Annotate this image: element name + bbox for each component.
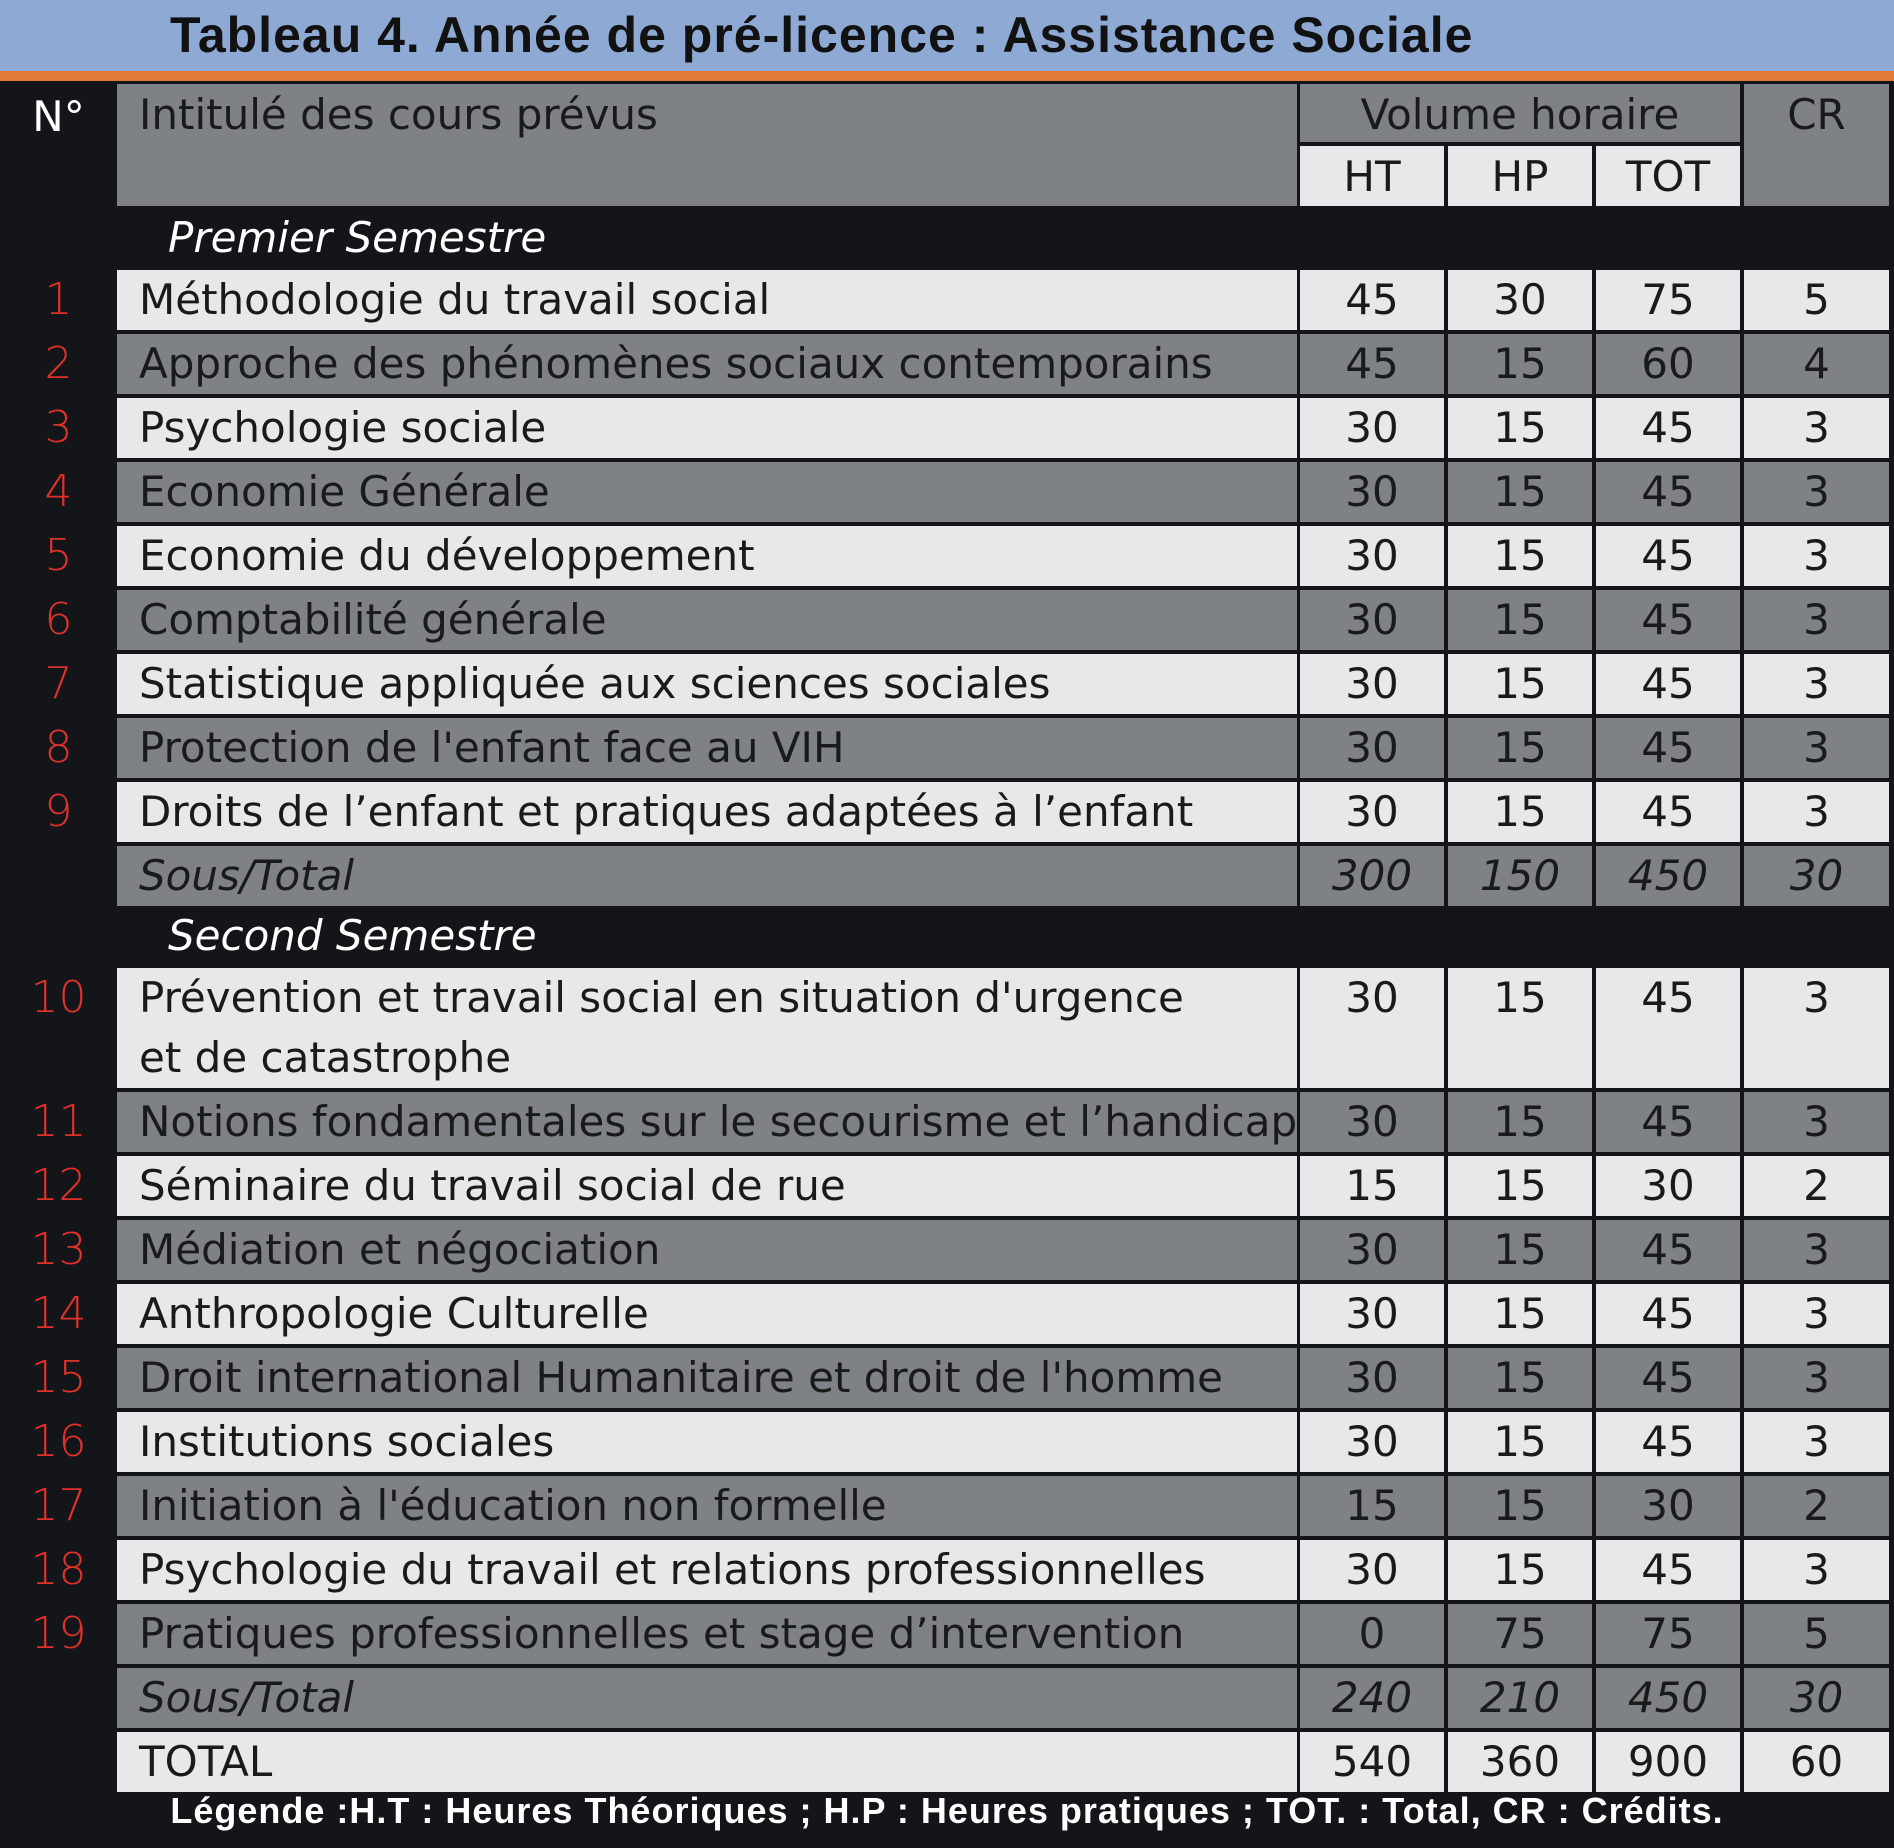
- cell-cr: 3: [1744, 1348, 1889, 1408]
- cell-ht: 45: [1300, 334, 1444, 394]
- cell-hp: 15: [1448, 1412, 1592, 1472]
- course-name: Initiation à l'éducation non formelle: [117, 1476, 1297, 1536]
- cell-ht: 30: [1300, 968, 1444, 1088]
- cell-cr: 3: [1744, 1284, 1889, 1344]
- total-tot: 900: [1596, 1732, 1740, 1792]
- cell-ht: 30: [1300, 1092, 1444, 1152]
- row-number: 5: [44, 530, 73, 581]
- cell-tot: 45: [1596, 654, 1740, 714]
- row-number: 10: [30, 972, 87, 1023]
- course-name: Pratiques professionnelles et stage d’intervention: [117, 1604, 1297, 1664]
- header-course-label: Intitulé des cours prévus: [139, 90, 658, 139]
- subtotal-hp: 150: [1448, 846, 1592, 906]
- cell-ht: 30: [1300, 1540, 1444, 1600]
- row-number: 3: [44, 402, 73, 453]
- cell-cr: 3: [1744, 590, 1889, 650]
- row-number: 8: [44, 722, 73, 773]
- cell-cr: 3: [1744, 1092, 1889, 1152]
- row-number: 1: [44, 274, 73, 325]
- total-cr: 60: [1744, 1732, 1889, 1792]
- semester-title: Premier Semestre: [168, 213, 547, 262]
- row-number: 19: [30, 1608, 87, 1659]
- cell-ht: 15: [1300, 1156, 1444, 1216]
- subtotal-ht: 300: [1300, 846, 1444, 906]
- course-name: Prévention et travail social en situation d'urgence et de catastrophe: [117, 968, 1297, 1088]
- header-volume: [1300, 84, 1740, 142]
- cell-hp: 15: [1448, 1540, 1592, 1600]
- cell-ht: 30: [1300, 1284, 1444, 1344]
- cell-ht: 30: [1300, 654, 1444, 714]
- row-number: 2: [44, 338, 73, 389]
- course-name: Approche des phénomènes sociaux contemporains: [117, 334, 1297, 394]
- cell-ht: 45: [1300, 270, 1444, 330]
- cell-cr: 3: [1744, 1220, 1889, 1280]
- cell-tot: 45: [1596, 782, 1740, 842]
- cell-hp: 15: [1448, 1220, 1592, 1280]
- course-name: Psychologie du travail et relations professionnelles: [117, 1540, 1297, 1600]
- header-hp: HP: [1448, 146, 1592, 206]
- cell-tot: 75: [1596, 1604, 1740, 1664]
- course-name: Anthropologie Culturelle: [117, 1284, 1297, 1344]
- cell-tot: 45: [1596, 1540, 1740, 1600]
- cell-cr: 2: [1744, 1156, 1889, 1216]
- cell-tot: 45: [1596, 462, 1740, 522]
- cell-ht: 30: [1300, 1412, 1444, 1472]
- row-number: 17: [30, 1480, 87, 1531]
- cell-cr: 2: [1744, 1476, 1889, 1536]
- row-number: 12: [30, 1160, 87, 1211]
- cell-cr: 5: [1744, 270, 1889, 330]
- course-name: Notions fondamentales sur le secourisme et l’handicap: [117, 1092, 1297, 1152]
- cell-tot: 45: [1596, 968, 1740, 1088]
- course-name: Médiation et négociation: [117, 1220, 1297, 1280]
- cell-cr: 3: [1744, 398, 1889, 458]
- cell-hp: 30: [1448, 270, 1592, 330]
- cell-ht: 30: [1300, 1220, 1444, 1280]
- course-name: Protection de l'enfant face au VIH: [117, 718, 1297, 778]
- course-name: Droit international Humanitaire et droit de l'homme: [117, 1348, 1297, 1408]
- legend: Légende :H.T : Heures Théoriques ; H.P : Heures pratiques ; TOT. : Total, CR : Crédits.: [170, 1790, 1724, 1831]
- row-number: 14: [30, 1288, 87, 1339]
- cell-tot: 45: [1596, 1092, 1740, 1152]
- header-number: N°: [32, 92, 85, 141]
- cell-ht: 30: [1300, 718, 1444, 778]
- cell-hp: 15: [1448, 1348, 1592, 1408]
- course-name: Psychologie sociale: [117, 398, 1297, 458]
- subtotal-tot: 450: [1596, 846, 1740, 906]
- cell-cr: 4: [1744, 334, 1889, 394]
- cell-tot: 45: [1596, 1412, 1740, 1472]
- header-course: [117, 84, 1297, 206]
- subtotal-cr: 30: [1744, 1668, 1889, 1728]
- cell-tot: 30: [1596, 1156, 1740, 1216]
- course-name: Droits de l’enfant et pratiques adaptées à l’enfant: [117, 782, 1297, 842]
- cell-tot: 45: [1596, 526, 1740, 586]
- cell-cr: 3: [1744, 1540, 1889, 1600]
- cell-ht: 30: [1300, 590, 1444, 650]
- cell-hp: 15: [1448, 1476, 1592, 1536]
- subtotal-ht: 240: [1300, 1668, 1444, 1728]
- cell-ht: 30: [1300, 526, 1444, 586]
- cell-tot: 45: [1596, 1348, 1740, 1408]
- cell-cr: 5: [1744, 1604, 1889, 1664]
- subtotal-label: Sous/Total: [117, 846, 1297, 906]
- cell-ht: 30: [1300, 782, 1444, 842]
- row-number: 4: [44, 466, 73, 517]
- row-number: 16: [30, 1416, 87, 1467]
- subtotal-cr: 30: [1744, 846, 1889, 906]
- cell-hp: 15: [1448, 1156, 1592, 1216]
- subtotal-tot: 450: [1596, 1668, 1740, 1728]
- course-name: Economie Générale: [117, 462, 1297, 522]
- cell-hp: 15: [1448, 334, 1592, 394]
- row-number: 9: [44, 786, 73, 837]
- cell-cr: 3: [1744, 968, 1889, 1088]
- table-title: Tableau 4. Année de pré-licence : Assistance Sociale: [170, 7, 1474, 63]
- cell-hp: 15: [1448, 398, 1592, 458]
- cell-hp: 75: [1448, 1604, 1592, 1664]
- cell-tot: 75: [1596, 270, 1740, 330]
- subtotal-label: Sous/Total: [117, 1668, 1297, 1728]
- cell-tot: 30: [1596, 1476, 1740, 1536]
- cell-ht: 0: [1300, 1604, 1444, 1664]
- header-tot: TOT: [1596, 146, 1740, 206]
- cell-tot: 45: [1596, 590, 1740, 650]
- course-name: Economie du développement: [117, 526, 1297, 586]
- cell-ht: 30: [1300, 462, 1444, 522]
- row-number: 6: [44, 594, 73, 645]
- course-name: Institutions sociales: [117, 1412, 1297, 1472]
- row-number: 15: [30, 1352, 87, 1403]
- cell-hp: 15: [1448, 1092, 1592, 1152]
- row-number: 11: [30, 1096, 87, 1147]
- cell-hp: 15: [1448, 1284, 1592, 1344]
- cell-ht: 15: [1300, 1476, 1444, 1536]
- course-name: Séminaire du travail social de rue: [117, 1156, 1297, 1216]
- cell-hp: 15: [1448, 462, 1592, 522]
- cell-cr: 3: [1744, 526, 1889, 586]
- course-name: Comptabilité générale: [117, 590, 1297, 650]
- cell-hp: 15: [1448, 718, 1592, 778]
- cell-cr: 3: [1744, 718, 1889, 778]
- cell-ht: 30: [1300, 398, 1444, 458]
- total-hp: 360: [1448, 1732, 1592, 1792]
- cell-cr: 3: [1744, 462, 1889, 522]
- cell-hp: 15: [1448, 782, 1592, 842]
- row-number: 13: [30, 1224, 87, 1275]
- cell-hp: 15: [1448, 590, 1592, 650]
- subtotal-hp: 210: [1448, 1668, 1592, 1728]
- total-ht: 540: [1300, 1732, 1444, 1792]
- total-label: TOTAL: [117, 1732, 1297, 1792]
- accent-line: [0, 71, 1894, 81]
- row-number: 18: [30, 1544, 87, 1595]
- cell-tot: 45: [1596, 1284, 1740, 1344]
- cell-tot: 45: [1596, 718, 1740, 778]
- cell-cr: 3: [1744, 1412, 1889, 1472]
- course-name: Méthodologie du travail social: [117, 270, 1297, 330]
- header-cr: CR: [1744, 84, 1889, 206]
- cell-hp: 15: [1448, 654, 1592, 714]
- cell-hp: 15: [1448, 968, 1592, 1088]
- cell-tot: 60: [1596, 334, 1740, 394]
- cell-ht: 30: [1300, 1348, 1444, 1408]
- course-name: Statistique appliquée aux sciences sociales: [117, 654, 1297, 714]
- cell-hp: 15: [1448, 526, 1592, 586]
- cell-cr: 3: [1744, 654, 1889, 714]
- header-volume-label: Volume horaire: [1360, 90, 1680, 139]
- cell-tot: 45: [1596, 1220, 1740, 1280]
- row-number: 7: [44, 658, 73, 709]
- semester-title: Second Semestre: [168, 911, 537, 960]
- cell-cr: 3: [1744, 782, 1889, 842]
- header-ht: HT: [1300, 146, 1444, 206]
- cell-tot: 45: [1596, 398, 1740, 458]
